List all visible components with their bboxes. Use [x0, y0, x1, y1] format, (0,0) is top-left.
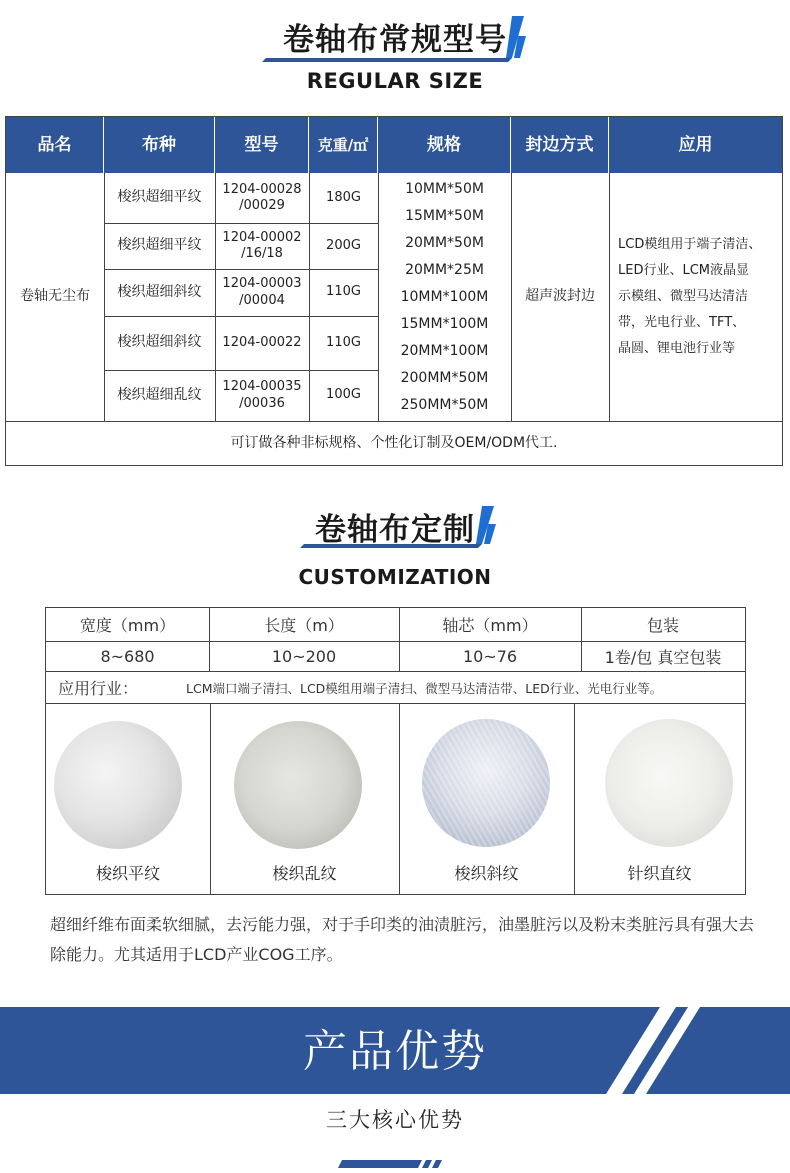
- value-core: 10~76: [462, 647, 518, 666]
- application-line: 带，光电行业、TFT、: [618, 315, 746, 330]
- model-cell: [215, 370, 309, 421]
- header-edge: 封边方式: [511, 117, 609, 173]
- spec-list: [378, 177, 511, 417]
- regular-title-en: REGULAR SIZE: [306, 69, 484, 93]
- table-footer-note: 可订做各种非标规格、个性化订制及OEM/ODM代工.: [230, 434, 558, 451]
- header-weight: 克重/㎡: [309, 117, 378, 173]
- table-header-row: [6, 117, 782, 173]
- model-cell: [215, 223, 309, 269]
- application-line: 晶圆、锂电池行业等: [618, 341, 736, 356]
- application-line: LED行业、LCM液晶显: [618, 263, 750, 278]
- model-cell: [215, 173, 309, 223]
- application-line: 示模组、微型马达清洁: [618, 289, 749, 304]
- weight-cell: 110G: [326, 284, 361, 300]
- model-line: 1204-00002: [222, 229, 302, 245]
- bottom-stripe-decoration: [336, 1158, 446, 1170]
- header-product-name: 品名: [6, 117, 104, 173]
- industry-text: LCM端口端子清扫、LCD模组用端子清扫、微型马达清洁带、LED行业、光电行业等。: [186, 680, 663, 696]
- weight-cell: 200G: [326, 237, 361, 253]
- header-application: 应用: [678, 135, 713, 155]
- model-line: 1204-00003: [222, 276, 302, 292]
- random-weave-swatch-image: [234, 721, 362, 849]
- spec-item: 10MM*50M: [405, 181, 484, 197]
- customization-table: [45, 607, 746, 895]
- spec-item: 20MM*100M: [400, 343, 489, 359]
- regular-title-cn: 卷轴布常规型号: [283, 22, 507, 58]
- header-width: 宽度（mm）: [79, 616, 176, 635]
- weight-cell: 180G: [326, 189, 361, 205]
- model-line: 1204-00035: [222, 379, 302, 395]
- product-description: 超细纤维布面柔软细腻，去污能力强，对于手印类的油渍脏污，油墨脏污以及粉末类脏污具有强大去除能力。尤其适用于LCD产业COG工序。: [50, 915, 755, 964]
- model-cell: [215, 269, 309, 316]
- header-model: 型号: [215, 117, 309, 173]
- spec-item: 15MM*50M: [405, 208, 484, 224]
- model-line: 1204-00028: [222, 181, 302, 197]
- weight-cell: 100G: [326, 387, 361, 403]
- advantage-subtitle: 三大核心优势: [326, 1108, 464, 1132]
- model-cell: 1204-00022: [222, 334, 302, 350]
- edge-cell: 超声波封边: [525, 288, 595, 305]
- industry-label: 应用行业：: [58, 679, 139, 698]
- spec-item: 15MM*100M: [400, 316, 489, 332]
- header-length: 长度（m）: [264, 616, 344, 635]
- spec-item: 20MM*50M: [405, 235, 484, 251]
- model-line: /16/18: [241, 246, 283, 261]
- custom-title-en: CUSTOMIZATION: [298, 565, 492, 589]
- regular-size-heading: [0, 14, 790, 93]
- model-line: /00029: [239, 198, 285, 213]
- spec-item: 250MM*50M: [400, 397, 489, 413]
- weight-cell: 110G: [326, 334, 361, 350]
- fabric-cell: 梭织超细平纹: [117, 237, 202, 254]
- twill-weave-swatch-image: [422, 719, 550, 847]
- application-line: LCD模组用于端子清洁、: [618, 237, 762, 252]
- application-cell: [618, 173, 782, 421]
- fabric-label: 梭织斜纹: [454, 864, 519, 883]
- value-width: 8~680: [100, 647, 155, 666]
- customization-heading: [0, 504, 790, 589]
- plain-weave-swatch-image: [54, 721, 182, 849]
- fabric-cell: 梭织超细乱纹: [117, 386, 202, 403]
- value-packaging: 1卷/包 真空包装: [604, 648, 722, 667]
- header-core: 轴芯（mm）: [442, 616, 538, 635]
- fabric-label: 梭织乱纹: [272, 864, 337, 883]
- knit-weave-swatch-image: [605, 719, 733, 847]
- fabric-label: 梭织平纹: [95, 864, 160, 883]
- header-packaging: 包装: [646, 616, 679, 635]
- spec-item: 20MM*25M: [405, 262, 484, 278]
- header-spec: 规格: [378, 117, 511, 173]
- model-line: /00036: [239, 395, 285, 411]
- spec-item: 200MM*50M: [400, 370, 489, 386]
- fabric-cell: 梭织超细斜纹: [117, 283, 202, 300]
- model-line: /00004: [239, 292, 285, 308]
- advantage-title: 产品优势: [303, 1026, 487, 1077]
- fabric-label: 针织直纹: [627, 864, 692, 883]
- regular-size-table: [5, 116, 783, 466]
- spec-item: 10MM*100M: [400, 289, 489, 305]
- fabric-cell: 梭织超细平纹: [117, 189, 202, 206]
- product-name-cell: 卷轴无尘布: [20, 288, 90, 305]
- header-fabric: 布种: [104, 117, 215, 173]
- value-length: 10~200: [271, 647, 337, 666]
- custom-title-cn: 卷轴布定制: [315, 512, 475, 548]
- fabric-cell: 梭织超细斜纹: [117, 334, 202, 351]
